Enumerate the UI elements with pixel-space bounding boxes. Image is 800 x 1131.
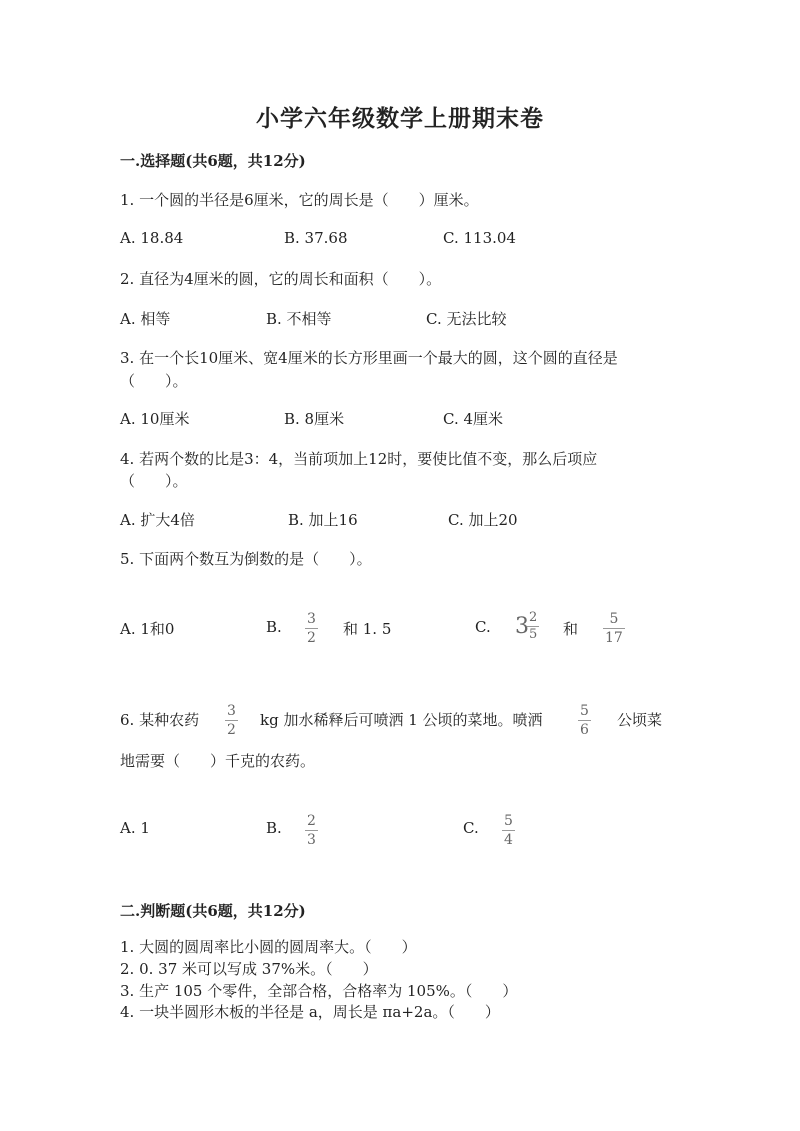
page-title: 小学六年级数学上册期末卷 (256, 105, 544, 132)
fraction-denominator: 2 (227, 722, 236, 738)
question-5-option-b-label: B. (266, 618, 282, 636)
question-6-fraction-2 (578, 703, 591, 738)
question-3-option-b: B. 8厘米 (284, 410, 345, 428)
fraction-denominator: 5 (529, 627, 538, 642)
fraction-numerator: 5 (504, 813, 513, 829)
fraction-numerator: 3 (227, 703, 236, 719)
question-5: 5. 下面两个数互为倒数的是（ ）。 (120, 550, 372, 568)
fraction-numerator: 3 (307, 611, 316, 627)
question-6-option-a: A. 1 (120, 819, 150, 837)
question-1-option-c: C. 113.04 (443, 229, 516, 247)
question-5-option-c-integer: 3 (515, 614, 529, 639)
question-4-option-a: A. 扩大4倍 (120, 511, 195, 529)
question-4-line-1: 4. 若两个数的比是3：4，当前项加上12时，要使比值不变，那么后项应 (120, 450, 598, 468)
question-3-line-2: （ ）。 (120, 372, 188, 390)
fraction-numerator: 2 (307, 813, 316, 829)
judgement-item-1: 1. 大圆的圆周率比小圆的圆周率大。（ ） (120, 938, 417, 956)
question-1: 1. 一个圆的半径是6厘米，它的周长是（ ）厘米。 (120, 191, 479, 209)
question-1-option-a: A. 18.84 (120, 229, 184, 247)
question-5-option-c-fraction-2 (603, 611, 625, 646)
question-4-option-c: C. 加上20 (448, 511, 518, 529)
fraction-denominator: 6 (580, 722, 589, 738)
question-2-option-b: B. 不相等 (266, 310, 332, 328)
question-3-option-a: A. 10厘米 (120, 410, 190, 428)
fraction-numerator: 2 (529, 610, 538, 625)
question-5-option-c-and: 和 (563, 620, 579, 638)
fraction-numerator: 5 (609, 611, 619, 627)
question-5-option-b-fraction (305, 611, 318, 646)
question-6-option-b-label: B. (266, 819, 282, 837)
fraction-denominator: 2 (307, 630, 316, 646)
question-5-option-c-label: C. (475, 618, 491, 636)
question-1-option-b: B. 37.68 (284, 229, 348, 247)
question-4-option-b: B. 加上16 (288, 511, 358, 529)
question-6-end: 公顷菜 (617, 711, 663, 729)
question-3-option-c: C. 4厘米 (443, 410, 504, 428)
judgement-item-2: 2. 0. 37 米可以写成 37%米。（ ） (120, 960, 378, 978)
question-2: 2. 直径为4厘米的圆，它的周长和面积（ ）。 (120, 270, 442, 288)
question-2-option-a: A. 相等 (120, 310, 171, 328)
question-6-line-2: 地需要（ ）千克的农药。 (120, 752, 316, 770)
question-3-line-1: 3. 在一个长10厘米、宽4厘米的长方形里画一个最大的圆，这个圆的直径是 (120, 349, 618, 367)
fraction-denominator: 4 (504, 832, 513, 848)
question-5-option-a: A. 1和0 (120, 620, 175, 638)
judgement-item-3: 3. 生产 105 个零件，全部合格，合格率为 105%。（ ） (120, 982, 518, 1000)
section-heading-choice: 一.选择题(共6题，共12分) (120, 152, 306, 170)
question-5-option-c-fraction (527, 611, 539, 642)
question-6-option-c-label: C. (463, 819, 479, 837)
fraction-numerator: 5 (580, 703, 589, 719)
question-6-option-c-fraction (502, 813, 515, 848)
section-heading-judgement: 二.判断题(共6题，共12分) (120, 902, 306, 920)
question-6-start: 6. 某种农药 (120, 711, 200, 729)
fraction-denominator: 17 (605, 630, 623, 646)
question-6-middle: kg 加水稀释后可喷洒 1 公顷的菜地。喷洒 (260, 711, 543, 729)
judgement-item-4: 4. 一块半圆形木板的半径是 a，周长是 πa+2a。（ ） (120, 1003, 500, 1021)
question-5-option-b-rest: 和 1. 5 (343, 620, 392, 638)
question-6-fraction-1 (225, 703, 238, 738)
question-4-line-2: （ ）。 (120, 472, 188, 490)
question-2-option-c: C. 无法比较 (426, 310, 507, 328)
fraction-denominator: 3 (307, 832, 316, 848)
question-6-option-b-fraction (305, 813, 318, 848)
